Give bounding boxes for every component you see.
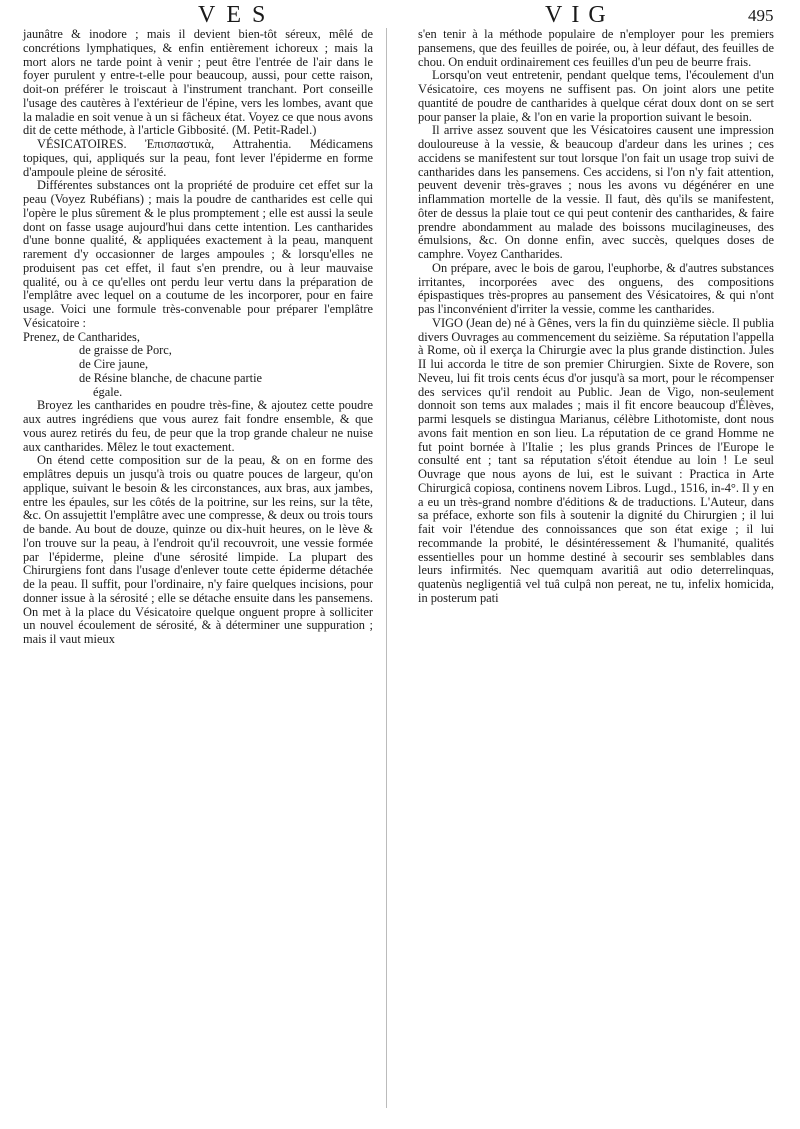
left-column-paragraph: VÉSICATOIRES. Ἐπισπαστικὰ, Attrahentia. Médicamens topiques, qui, appliqués sur la peau, font lever l'épiderme en forme d'ampoule pleine de sérosité. bbox=[23, 137, 373, 179]
left-column-paragraph: de Résine blanche, de chacune partie bbox=[79, 370, 263, 385]
left-column-paragraph: de graisse de Porc, bbox=[79, 343, 172, 358]
page-number: 495 bbox=[748, 6, 774, 25]
right-column-paragraph: s'en tenir à la méthode populaire de n'employer pour les premiers pansemens, que des feuilles de poirée, ou, à leur défaut, des feuilles de chou. On enduit ordinairement ces feuilles d'un peu de beurre frais. bbox=[418, 27, 774, 69]
left-column-paragraph: Broyez les cantharides en poudre très-fine, & ajoutez cette poudre aux autres ingrédiens que vous aurez fait fondre ensemble, & que vous aurez retirés du feu, de peur que la trop grande chaleur ne nuise aux cantharides. Mêlez le tout exactement. bbox=[23, 398, 373, 454]
right-column-paragraph: Lorsqu'on veut entretenir, pendant quelque tems, l'écoulement d'un Vésicatoire, ces moyens ne suffisent pas. On joint alors une petite quantité de poudre de cantharides à quelque cérat doux dont on se sert pour panser la plaie, & l'on en varie la proportion suivant le besoin. bbox=[418, 68, 774, 124]
left-column-paragraph: Différentes substances ont la propriété de produire cet effet sur la peau (Voyez Rubéfians) ; mais la poudre de cantharides est celle qui l'opère le plus sûrement & le plus promptement ; elle est aussi la seule dont on fasse usage aujourd'hui dans cette intention. Les cantharides d'une bonne qualité, & appliquées exactement à la peau, manquent rarement d'y occasionner de larges ampoules ; & lorsqu'elles ne produisent pas cet effet, il faut s'en prendre, ou à leur mauvaise qualité, ou à ce qu'elles ont perdu leur vertu dans la préparation de l'emplâtre avec lequel on a coutume de les incorporer, pour en faire usage. Voici une formule très-convenable pour préparer l'emplâtre Vésicatoire : bbox=[23, 178, 373, 330]
left-column bbox=[23, 28, 373, 647]
left-column-paragraph: jaunâtre & inodore ; mais il devient bien-tôt séreux, mêlé de concrétions lymphatiques, & enfin entièrement ichoreux ; mais la mort alors ne tarde point à venir ; peut être l'entrée de l'air dans le foyer purulent y entre-t-elle pour beaucoup, aussi, pour cette raison, doit-on préférer le troiscaut à l'instrument tranchant. Port conseille l'usage des cautères à l'extérieur de l'épine, vers les lombes, avant que la maladie en soit venue à un si fâcheux état. Voyez ce que nous avons dit de cette méthode, à l'article Gibbosité. (M. Petit-Radel.) bbox=[23, 27, 373, 138]
column-divider bbox=[386, 28, 387, 1108]
right-column bbox=[418, 28, 774, 606]
right-column-paragraph: On prépare, avec le bois de garou, l'euphorbe, & d'autres substances irritantes, incorporées avec des onguens, des compositions épispastiques très-propres au pansement des Vésicatoires, & qui n'ont pas l'inconvénient d'irriter la vessie, comme les cantharides. bbox=[418, 260, 774, 316]
right-column-paragraph: VIGO (Jean de) né à Gênes, vers la fin du quinzième siècle. Il publia divers Ouvrages au commencement du seizième. Sa réputation l'appella à Rome, où il exerça la Chirurgie avec la plus grande distinction. Jules II lui accorda le titre de son premier Chirurgien. Sixte de Rovere, son Neveu, lui fit trois cents écus d'or jusqu'à sa mort, pour le récompenser des services qu'il rendoit au Public. Jean de Vigo, non-seulement donnoit son tems aux malades ; mais il fit encore beaucoup d'Élèves, parmi lesquels se distingua Marianus, célèbre Lithotomiste, dont nous avons fait mention en son lieu. La réputation de ce grand Homme ne fut point bornée à l'Italie ; les plus grands Princes de l'Europe le consulté ent ; tant sa réputation s'étoit étendue au loin ! Le seul Ouvrage que nous ayons de lui, est le suivant : Practica in Arte Chirurgicâ copiosa, continens novem Libros. Lugd., 1516, in-4°. Il y en a eu un très-grand nombre d'éditions & de traductions. L'Auteur, dans sa préface, exhorte son fils à soutenir la dignité du Chirurgien ; il lui fait voir l'étendue des connoissances que son état exige ; il lui recommande la probité, le désintéressement & l'humanité, qualités essentielles pour un homme destiné à secourir ses semblables dans leurs infirmités. Nec quemquam avaritiâ aut odio deterrelinquas, quatenùs negligentiâ vel tuâ culpâ non pereat, ne tu, infelix homicida, in posterum pati bbox=[418, 315, 774, 605]
left-column-paragraph: On étend cette composition sur de la peau, & on en forme des emplâtres depuis un jusqu'à trois ou quatre pouces de largeur, qu'on applique, suivant le besoin & les circonstances, aux bras, aux jambes, entre les épaules, sur les côtés de la poitrine, sur les reins, sur la tête, &c. On assujettit l'emplâtre avec une compresse, & deux ou trois tours de bande. Au bout de douze, quinze ou dix-huit heures, on le lève & l'on trouve sur la peau, à l'endroit qu'il recouvroit, une vessie formée par l'épiderme, pleine d'une sérosité limpide. La plupart des Chirurgiens font dans l'usage d'enlever toute cette épiderme détachée de la peau. Il suffit, pour l'ordinaire, n'y faire quelques incisions, pour donner issue à la sérosité ; elle se détache ensuite dans les pansemens. On met à la place du Vésicatoire quelque onguent propre à solliciter un nouvel écoulement de sérosité, & à déterminer une suppuration ; mais il vaut mieux bbox=[23, 453, 373, 646]
running-head-right: VIG bbox=[545, 2, 615, 28]
right-column-paragraph: Il arrive assez souvent que les Vésicatoires causent une impression douloureuse à la vessie, & beaucoup d'ardeur dans les urines ; ces accidens se manifestent sur tout lorsque l'on fait un usage trop suivi de cantharides dans les pansemens. Ces accidens, si l'on n'y fait attention, peuvent devenir très-graves ; nous les avons vu dégénérer en une inflammation mortelle de la vessie. Il faut, dès qu'ils se manifestent, ôter de dessus la plaie tout ce qui peut contenir des cantharides, & faire prendre abondamment au malade des boissons mucilagineuses, des émulsions, &c. On donne enfin, avec succès, quelques doses de camphre. Voyez Cantharides. bbox=[418, 123, 774, 261]
left-column-paragraph: de Cire jaune, bbox=[79, 357, 149, 371]
left-column-paragraph: égale. bbox=[93, 384, 123, 399]
left-column-paragraph: Prenez, de Cantharides, bbox=[23, 329, 140, 344]
running-head-left: VES bbox=[198, 2, 277, 28]
